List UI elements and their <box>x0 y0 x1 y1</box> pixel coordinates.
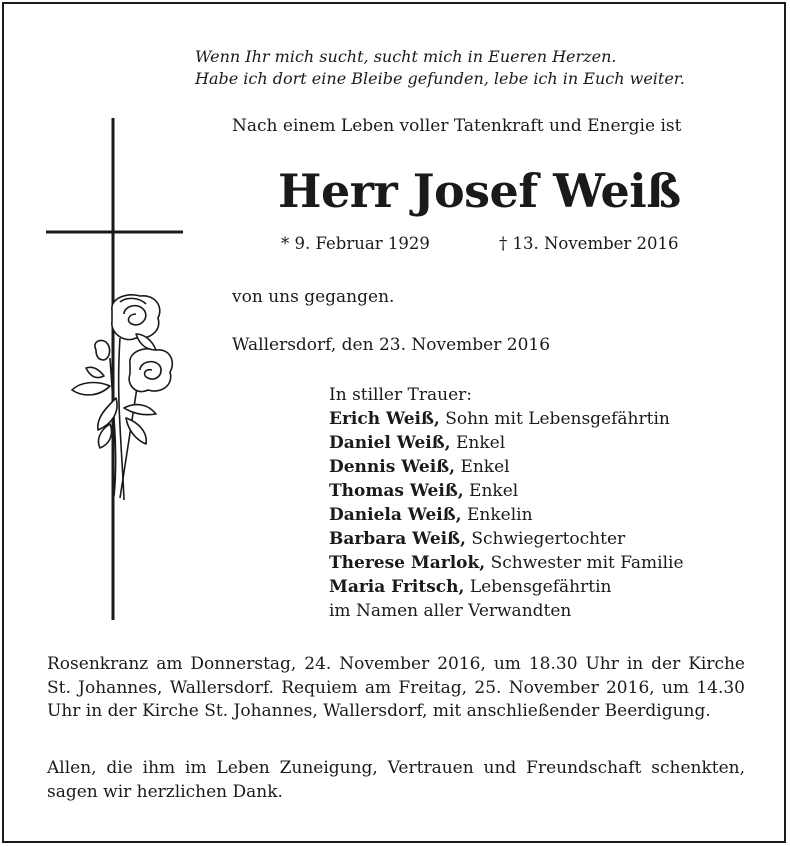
mourning-heading: In stiller Trauer: <box>329 385 472 405</box>
mourner-entry <box>329 551 684 575</box>
mourner-relation: Enkel <box>450 433 506 453</box>
mourner-name: Therese Marlok, <box>329 553 486 573</box>
mourner-relation: Lebensgefährtin <box>464 577 612 597</box>
death-date: † 13. November 2016 <box>499 234 679 253</box>
mourner-relation: Enkel <box>455 457 510 477</box>
thanks-text: Allen, die ihm im Leben Zuneigung, Vertrauen und Freundschaft schenkten, sagen wir herzlichen Dank. <box>47 758 745 802</box>
poem <box>195 46 755 90</box>
poem-line-2: Habe ich dort eine Bleibe gefunden, lebe ich in Euch weiter. <box>195 69 685 88</box>
mourner-entry <box>329 479 684 503</box>
deceased-name: Herr Josef Weiß <box>278 164 681 218</box>
mourner-relation: Enkel <box>463 481 519 501</box>
mourner-entry <box>329 503 684 527</box>
mourner-name: Daniela Weiß, <box>329 505 462 525</box>
mourner-relation: Schwester mit Familie <box>485 553 684 573</box>
mourner-relation: Enkelin <box>461 505 533 525</box>
mourner-name: Dennis Weiß, <box>329 457 456 477</box>
mourner-relation: Schwiegertochter <box>465 529 626 549</box>
mourner-name: Thomas Weiß, <box>329 481 464 501</box>
relatives-line: im Namen aller Verwandten <box>329 601 572 621</box>
mourner-entry <box>329 431 684 455</box>
mourner-entry <box>329 407 684 431</box>
mourner-entry <box>329 575 684 599</box>
mourners-list <box>329 383 684 623</box>
mourner-entry <box>329 527 684 551</box>
cross-with-roses-icon <box>40 118 190 623</box>
mourner-name: Maria Fritsch, <box>329 577 465 597</box>
mourner-relation: Sohn mit Lebensgefährtin <box>439 409 670 429</box>
birth-date: * 9. Februar 1929 <box>281 234 430 253</box>
service-details: Rosenkranz am Donnerstag, 24. November 2016, um 18.30 Uhr in der Kirche St. Johannes, Wallersdorf. Requiem am Freitag, 25. November 2016, um 14.30 Uhr in der Kirche St. Johannes, Wallersdorf, mit anschließender Beerdigung. <box>47 654 745 721</box>
poem-line-1: Wenn Ihr mich sucht, sucht mich in Eueren Herzen. <box>195 47 617 66</box>
mourner-entry <box>329 455 684 479</box>
mourner-name: Barbara Weiß, <box>329 529 466 549</box>
passed-text: von uns gegangen. <box>232 287 395 307</box>
intro-text: Nach einem Leben voller Tatenkraft und Energie ist <box>232 116 682 136</box>
mourner-name: Erich Weiß, <box>329 409 440 429</box>
place-date: Wallersdorf, den 23. November 2016 <box>232 335 551 355</box>
mourner-name: Daniel Weiß, <box>329 433 451 453</box>
